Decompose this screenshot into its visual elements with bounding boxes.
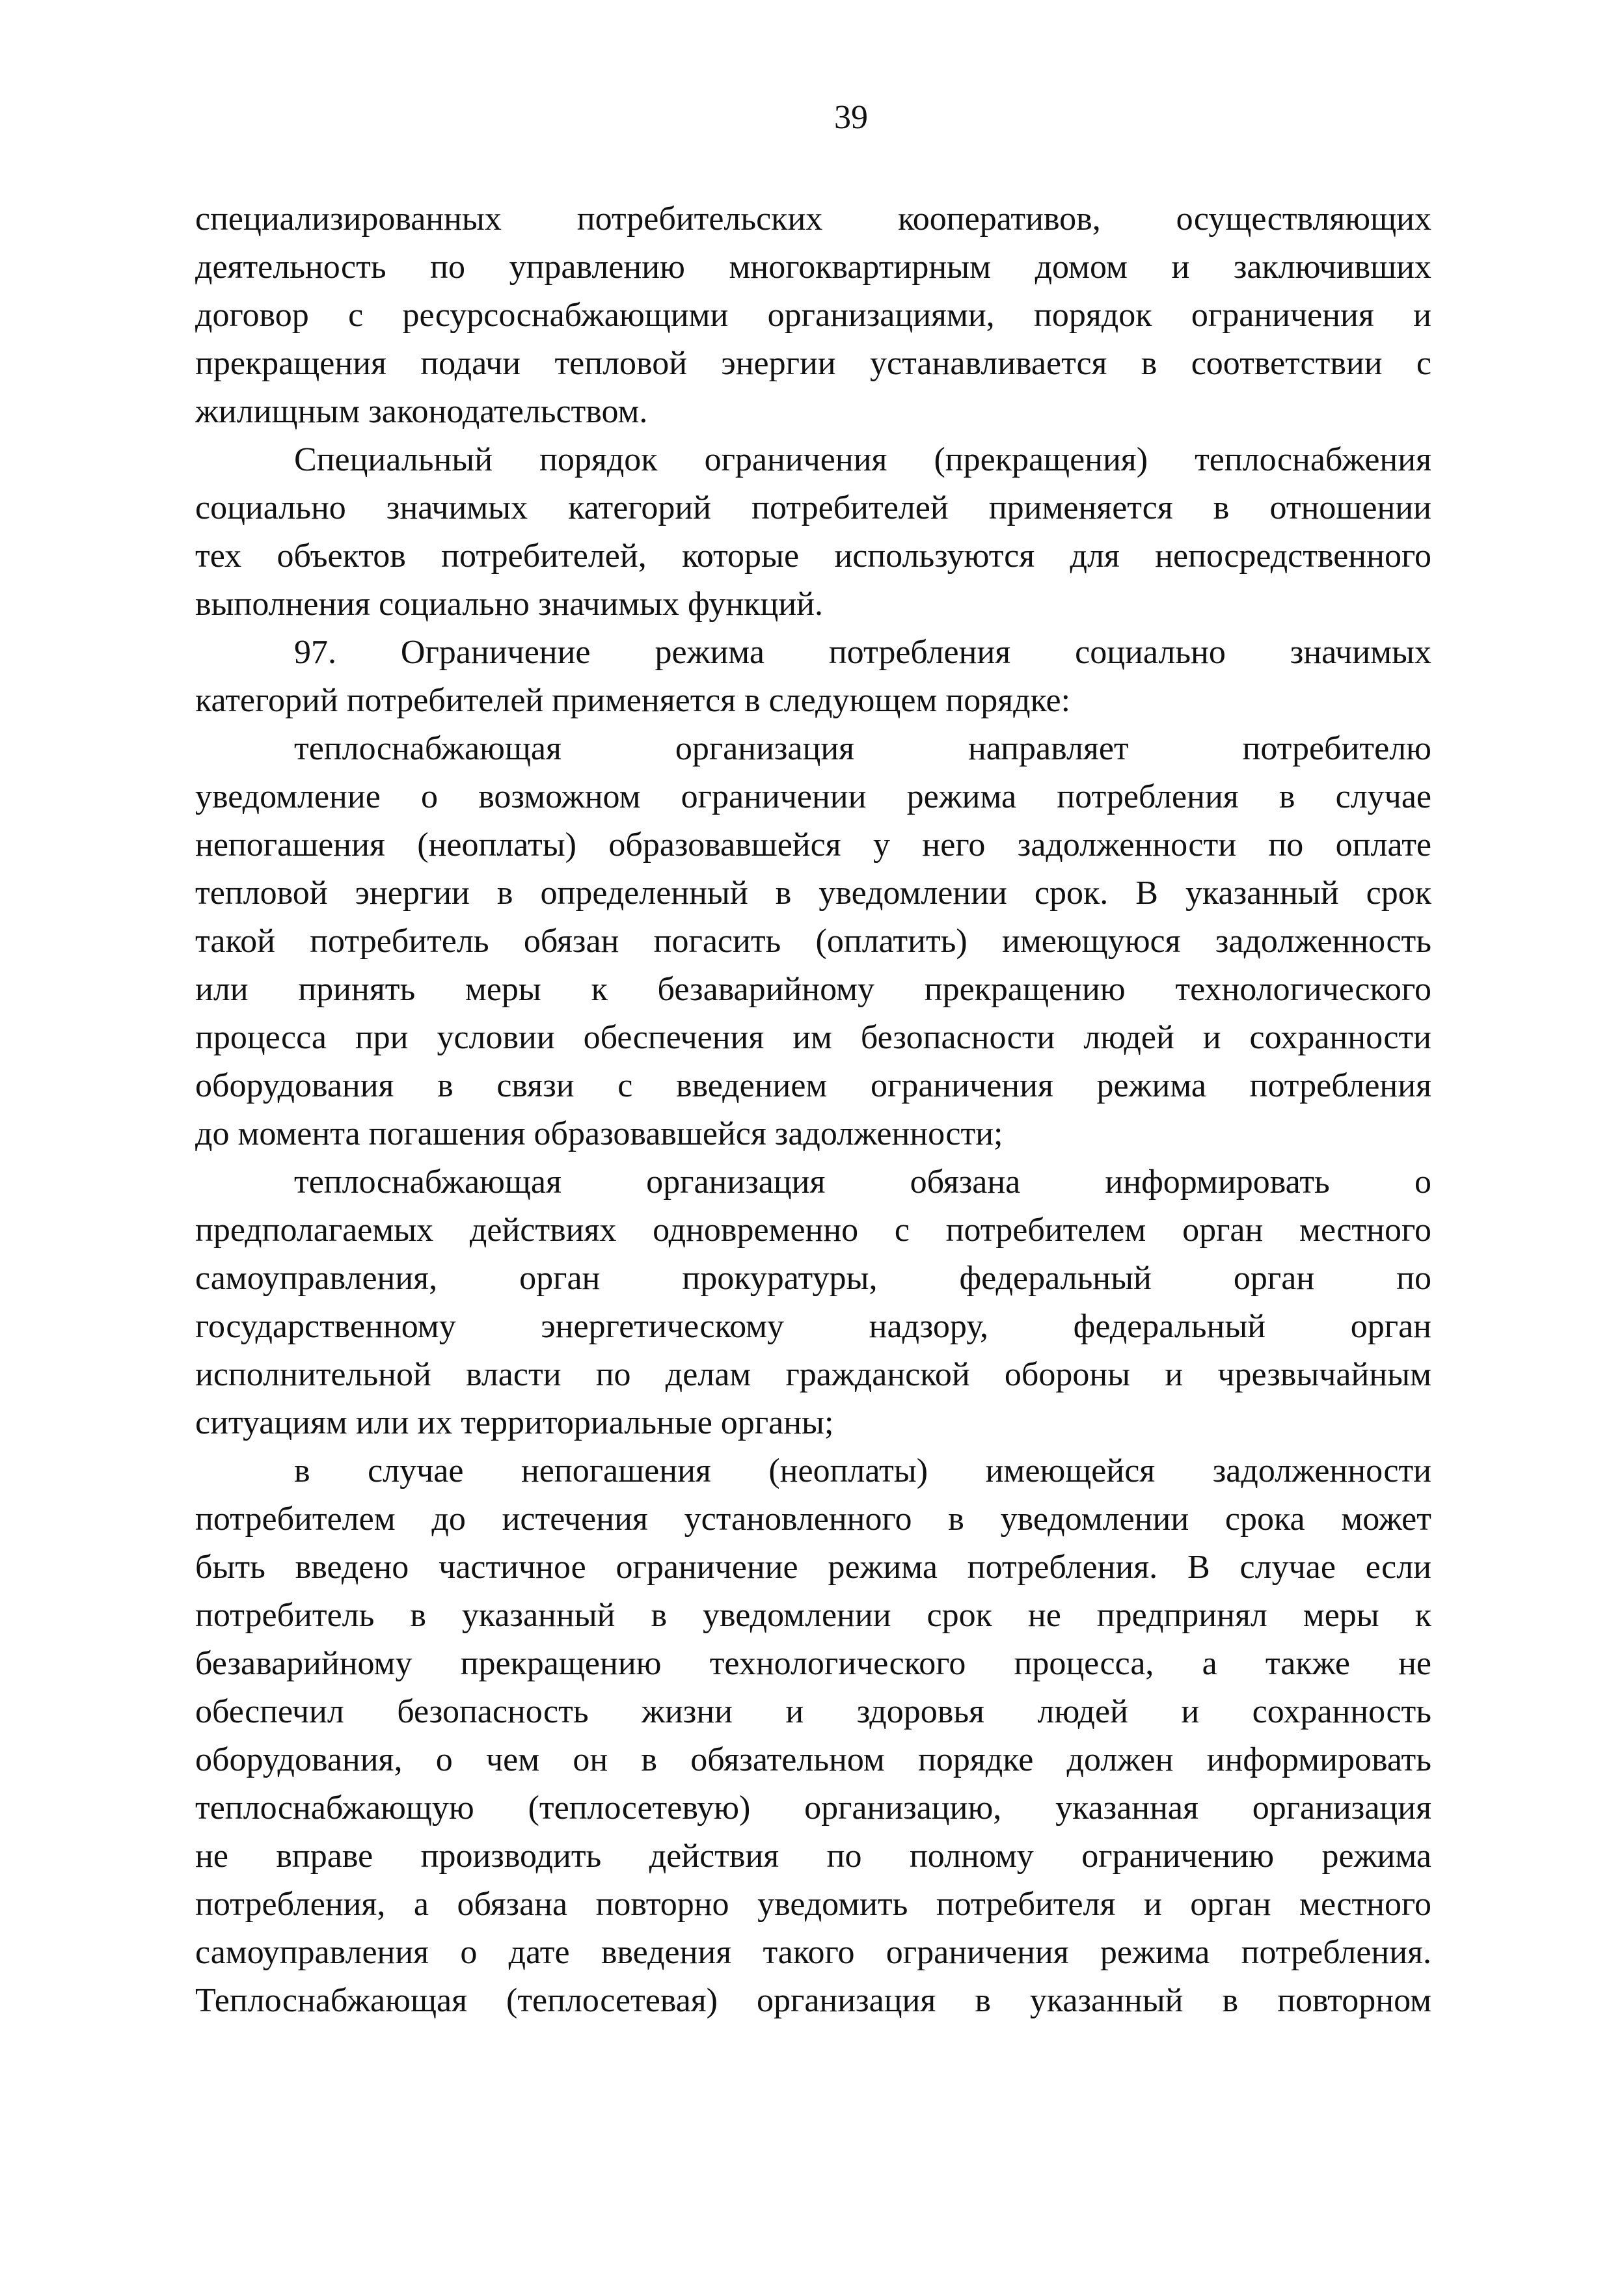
text-line: 97. Ограничение режима потребления социально значимых [294,634,1431,671]
text-line: прекращения подачи тепловой энергии устанавливается в соответствии с [195,345,1431,382]
text-line: ситуациям или их территориальные органы; [195,1404,834,1441]
text-line: обеспечил безопасность жизни и здоровья людей и сохранность [195,1693,1431,1730]
text-line: оборудования, о чем он в обязательном порядке должен информировать [195,1741,1431,1778]
text-line: предполагаемых действиях одновременно с потребителем орган местного [195,1212,1431,1249]
text-line: тепловой энергии в определенный в уведомлении срок. В указанный срок [195,875,1431,912]
text-line: до момента погашения образовавшейся задолженности; [195,1115,1003,1152]
text-line: быть введено частичное ограничение режима потребления. В случае если [195,1549,1431,1586]
text-line: теплоснабжающая организация обязана информировать о [294,1163,1431,1201]
text-line: тех объектов потребителей, которые используются для непосредственного [195,537,1431,575]
text-line: в случае непогашения (неоплаты) имеющейся задолженности [294,1452,1431,1489]
text-line: самоуправления о дате введения такого ограничения режима потребления. [195,1934,1431,1971]
text-line: теплоснабжающую (теплосетевую) организацию, указанная организация [195,1789,1431,1827]
text-line: деятельность по управлению многоквартирным домом и заключивших [195,249,1431,286]
text-line: выполнения социально значимых функций. [195,586,823,623]
text-line: государственному энергетическому надзору, федеральный орган [195,1308,1431,1345]
text-line: специализированных потребительских кооперативов, осуществляющих [195,200,1431,238]
text-line: такой потребитель обязан погасить (оплатить) имеющуюся задолженность [195,923,1431,960]
text-line: потребитель в указанный в уведомлении срок не предпринял меры к [195,1597,1431,1634]
text-line: теплоснабжающая организация направляет потребителю [294,730,1431,767]
text-line: процесса при условии обеспечения им безопасности людей и сохранности [195,1019,1431,1056]
text-line: категорий потребителей применяется в следующем порядке: [195,682,1071,719]
text-line: жилищным законодательством. [195,393,648,430]
text-line: непогашения (неоплаты) образовавшейся у него задолженности по оплате [195,826,1431,863]
text-line: безаварийному прекращению технологического процесса, а также не [195,1645,1431,1682]
text-line: не вправе производить действия по полному ограничению режима [195,1838,1431,1875]
text-line: социально значимых категорий потребителей применяется в отношении [195,489,1431,526]
page-number: 39 [834,99,868,136]
text-line: договор с ресурсоснабжающими организациями, порядок ограничения и [195,297,1431,334]
text-line: потребления, а обязана повторно уведомить потребителя и орган местного [195,1886,1431,1923]
text-line: или принять меры к безаварийному прекращению технологического [195,971,1431,1008]
text-line: исполнительной власти по делам гражданской обороны и чрезвычайным [195,1356,1431,1393]
text-line: самоуправления, орган прокуратуры, федеральный орган по [195,1260,1431,1297]
text-line: оборудования в связи с введением ограничения режима потребления [195,1067,1431,1104]
text-line: Специальный порядок ограничения (прекращения) теплоснабжения [294,441,1431,478]
text-line: уведомление о возможном ограничении режима потребления в случае [195,778,1431,815]
text-line: потребителем до истечения установленного в уведомлении срока может [195,1501,1431,1538]
text-line: Теплоснабжающая (теплосетевая) организация в указанный в повторном [195,1982,1431,2019]
body-text [195,195,1431,2025]
